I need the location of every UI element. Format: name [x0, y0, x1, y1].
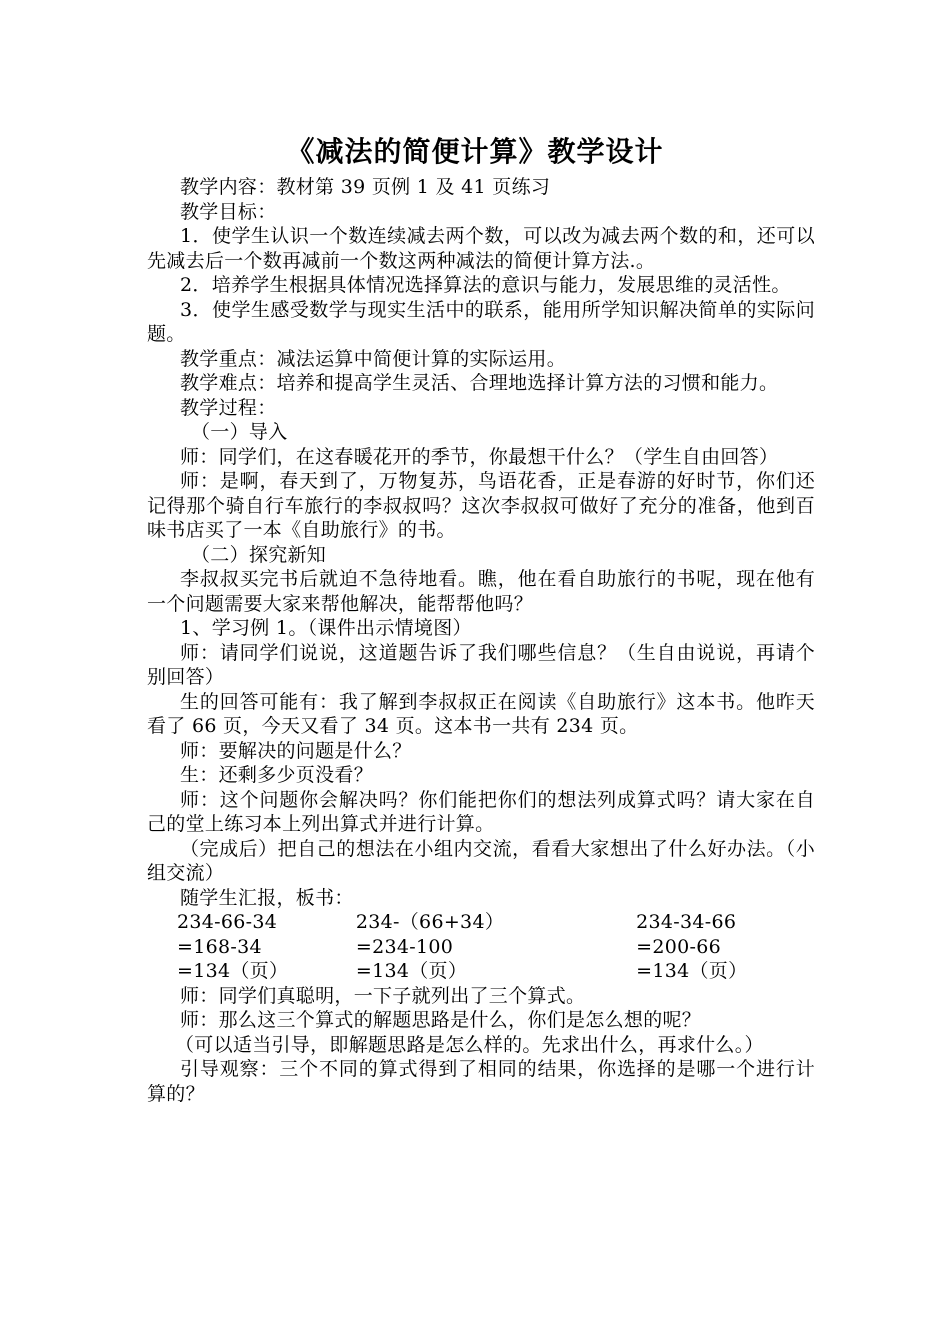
formula-row [147, 935, 815, 960]
paragraph: （二）探究新知 [191, 543, 327, 566]
paragraph: 师：请同学们说说，这道题告诉了我们哪些信息？（生自由说说，再请个别回答） [147, 641, 815, 688]
paragraph: 师：这个问题你会解决吗？你们能把你们的想法列成算式吗？请大家在自己的堂上练习本上列出算式并进行计算。 [147, 788, 815, 835]
paragraph: 师：同学们，在这春暖花开的季节，你最想干什么？（学生自由回答） [180, 445, 779, 468]
paragraph: 生的回答可能有：我了解到李叔叔正在阅读《自助旅行》这本书。他昨天看了 66 页，今天又看了 34 页。这本书一共有 234 页。 [147, 690, 815, 737]
paragraph: 随学生汇报，板书： [180, 886, 354, 909]
document-title: 《减法的简便计算》教学设计 [286, 135, 664, 168]
formula-cell: 234-66-34 [177, 911, 278, 933]
formula-cell: =134（页） [355, 960, 468, 982]
paragraph: 1、学习例 1。（课件出示情境图） [180, 617, 472, 639]
formula-cell: =234-100 [355, 935, 454, 958]
formula-cell: 234-（66+34） [355, 911, 505, 933]
paragraph: 教学重点：减法运算中简便计算的实际运用。 [180, 347, 567, 370]
document-body [147, 175, 815, 1106]
paragraph: 李叔叔买完书后就迫不急待地看。瞧，他在看自助旅行的书呢，现在他有一个问题需要大家来帮他解决，能帮帮他吗？ [147, 568, 815, 615]
paragraph: 教学内容：教材第 39 页例 1 及 41 页练习 [180, 176, 551, 198]
formula-row [147, 959, 815, 984]
formula-row [147, 910, 815, 935]
formula-cell: =200-66 [636, 935, 722, 958]
paragraph: （完成后）把自己的想法在小组内交流，看看大家想出了什么好办法。（小组交流） [147, 837, 815, 884]
formula-cell: =134（页） [636, 960, 748, 982]
paragraph: 2．培养学生根据具体情况选择算法的意识与能力，发展思维的灵活性。 [180, 274, 791, 296]
paragraph: 教学目标： [180, 200, 277, 223]
paragraphs-before-formulas [147, 175, 815, 910]
paragraph: 师：是啊，春天到了，万物复苏，鸟语花香，正是春游的好时节，你们还记得那个骑自行车旅行的李叔叔吗？这次李叔叔可做好了充分的准备，他到百味书店买了一本《自助旅行》的书。 [147, 470, 815, 541]
paragraph: （一）导入 [191, 421, 288, 443]
paragraph: 生：还剩多少页没看？ [180, 764, 374, 786]
paragraph: 师：同学们真聪明，一下子就列出了三个算式。 [180, 984, 586, 1007]
paragraph: （可以适当引导，即解题思路是怎么样的。先求出什么，再求什么。） [175, 1033, 764, 1056]
paragraph: 3．使学生感受数学与现实生活中的联系，能用所学知识解决简单的实际问题。 [147, 298, 815, 345]
paragraph: 师：要解决的问题是什么？ [180, 739, 412, 762]
formula-cell: =168-34 [177, 935, 262, 958]
paragraph: 师：那么这三个算式的解题思路是什么，你们是怎么想的呢？ [180, 1009, 702, 1031]
paragraph: 教学过程： [180, 396, 277, 419]
paragraph: 1．使学生认识一个数连续减去两个数，可以改为减去两个数的和，还可以先减去后一个数再减前一个数这两种减法的简便计算方法.。 [147, 225, 815, 272]
paragraph: 教学难点：培养和提高学生灵活、合理地选择计算方法的习惯和能力。 [180, 372, 779, 394]
formula-cell: 234-34-66 [636, 911, 737, 933]
paragraphs-after-formulas [147, 984, 815, 1107]
formula-block [147, 910, 815, 984]
paragraph: 引导观察：三个不同的算式得到了相同的结果，你选择的是哪一个进行计算的？ [147, 1058, 815, 1105]
formula-cell: =134（页） [177, 960, 289, 982]
